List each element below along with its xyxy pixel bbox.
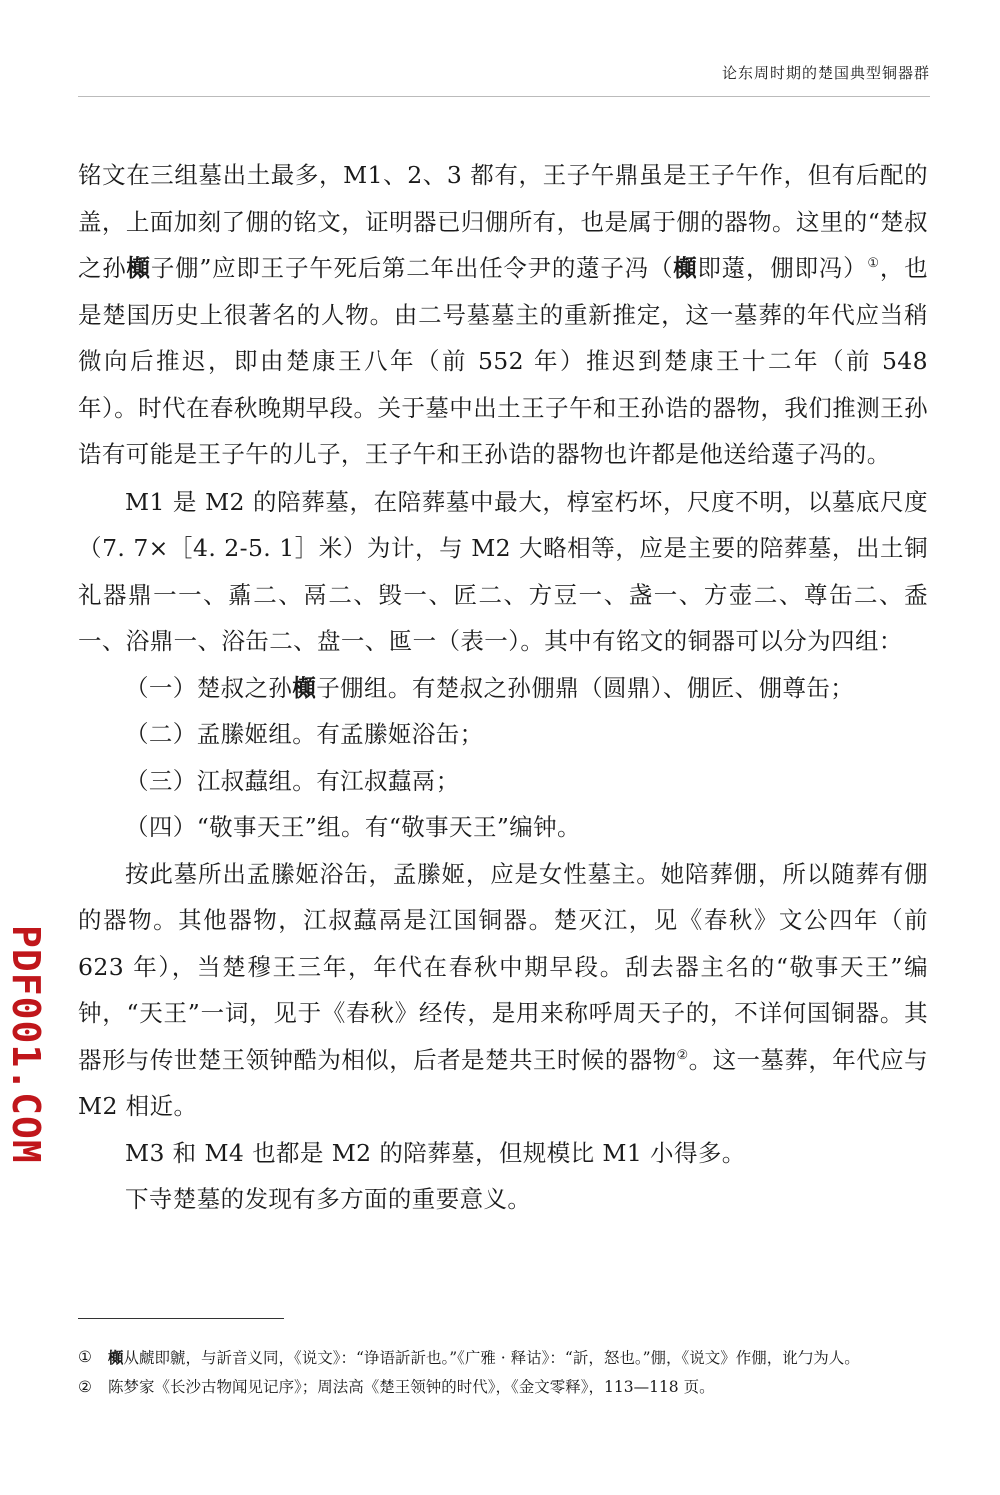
footnote-ref-2[interactable]: ②	[676, 1047, 689, 1063]
body-text	[78, 152, 928, 1223]
list-item-3: （三）江叔蠚组。有江叔蠚鬲；	[125, 766, 460, 795]
footnote-number: ②	[78, 1378, 92, 1396]
footnote-1	[78, 1344, 928, 1372]
footnote-rule	[78, 1318, 284, 1319]
text-run: 从虤即虩，与訢音义同，《说文》：“诤语訢訢也。”《广雅 · 释诂》：“訢，怒也。”倗，《说文》作倗，讹勹为人。	[123, 1349, 860, 1367]
paragraph-5: 下寺楚墓的发现有多方面的重要意义。	[125, 1185, 532, 1213]
running-head: 论东周时期的楚国典型铜器群	[721, 64, 930, 82]
text-run: 铭文在三组墓出土最多，M1、2、3 都有，王子午鼎虽是王子午作，但有后配的盖，上面加刻了倗的铭文，证明器已归倗所有，也是属于倗的器物。这里的“楚叔之孙	[78, 161, 928, 282]
rare-glyph: 㰜	[673, 254, 698, 282]
text-run: 子倗组。有楚叔之孙倗鼎（圆鼎）、倗匠、倗尊缶；	[316, 673, 855, 702]
text-run: 按此墓所出孟縢姬浴缶，孟縢姬，应是女性墓主。她陪葬倗，所以随葬有倗的器物。其他器物，江叔蠚鬲是江国铜器。楚灭江，见《春秋》文公四年（前 623 年），当楚穆王三年，年代在春秋中期早段。刮去器主名的“敬事天王”编钟，“天王”一词，见于《春秋》经传，是用来称呼周天子的，不详何国铜器。其器形与传世楚王领钟酷为相似，后者是楚共王时候的器物	[78, 859, 928, 1074]
footnote-number: ①	[78, 1348, 92, 1366]
footnote-ref-1[interactable]: ①	[867, 256, 880, 272]
footnotes	[78, 1344, 928, 1403]
header-rule	[78, 96, 930, 97]
text-run: （一）楚叔之孙	[125, 673, 293, 702]
footnote-2	[78, 1374, 928, 1401]
text-run: 即薳，倗即冯）	[697, 254, 868, 282]
footnote-text	[108, 1344, 928, 1372]
text-run: 。这一墓葬，年代应与 M2 相近。	[78, 1045, 929, 1120]
rare-glyph: 㰜	[292, 673, 317, 702]
rare-glyph: 㰜	[108, 1348, 124, 1367]
footnote-text: 陈梦家《长沙古物闻见记序》；周法高《楚王领钟的时代》，《金文零释》，113—118 页。	[108, 1378, 715, 1396]
text-run: 子倗”应即王子午死后第二年出任令尹的薳子冯（	[150, 254, 674, 282]
list-item-4: （四）“敬事天王”组。有“敬事天王”编钟。	[125, 813, 581, 841]
text-run: ，也是楚国历史上很著名的人物。由二号墓墓主的重新推定，这一墓葬的年代应当稍微向后推迟，即由楚康王八年（前 552 年）推迟到楚康王十二年（前 548 年）。时代在春秋晚期早段。关于墓中出土王子午和王孙诰的器物，我们推测王孙诰有可能是王子午的儿子，王子午和王孙诰的器物也许都是他送给薳子冯的。	[78, 254, 928, 468]
list-item-2: （二）孟縢姬组。有孟縢姬浴缶；	[125, 720, 484, 748]
paragraph-2: M1 是 M2 的陪葬墓，在陪葬墓中最大，椁室朽坏，尺度不明，以墓底尺度（7. 7×［4. 2-5. 1］米）为计，与 M2 大略相等，应是主要的陪葬墓，出土铜礼器鼎一一、鼒二、鬲二、毁一、匠二、方豆一、盏一、方壶二、尊缶二、盉一、浴鼎一、浴缶二、盘一、匜一（表一）。其中有铭文的铜器可以分为四组：	[78, 487, 928, 655]
paragraph-3	[78, 851, 928, 1130]
paragraph-1	[78, 152, 928, 478]
rare-glyph: 㰜	[126, 254, 151, 282]
paragraph-4: M3 和 M4 也都是 M2 的陪葬墓，但规模比 M1 小得多。	[125, 1138, 746, 1167]
watermark: PDF001.COM	[4, 925, 48, 1164]
list-item-1	[78, 665, 928, 712]
